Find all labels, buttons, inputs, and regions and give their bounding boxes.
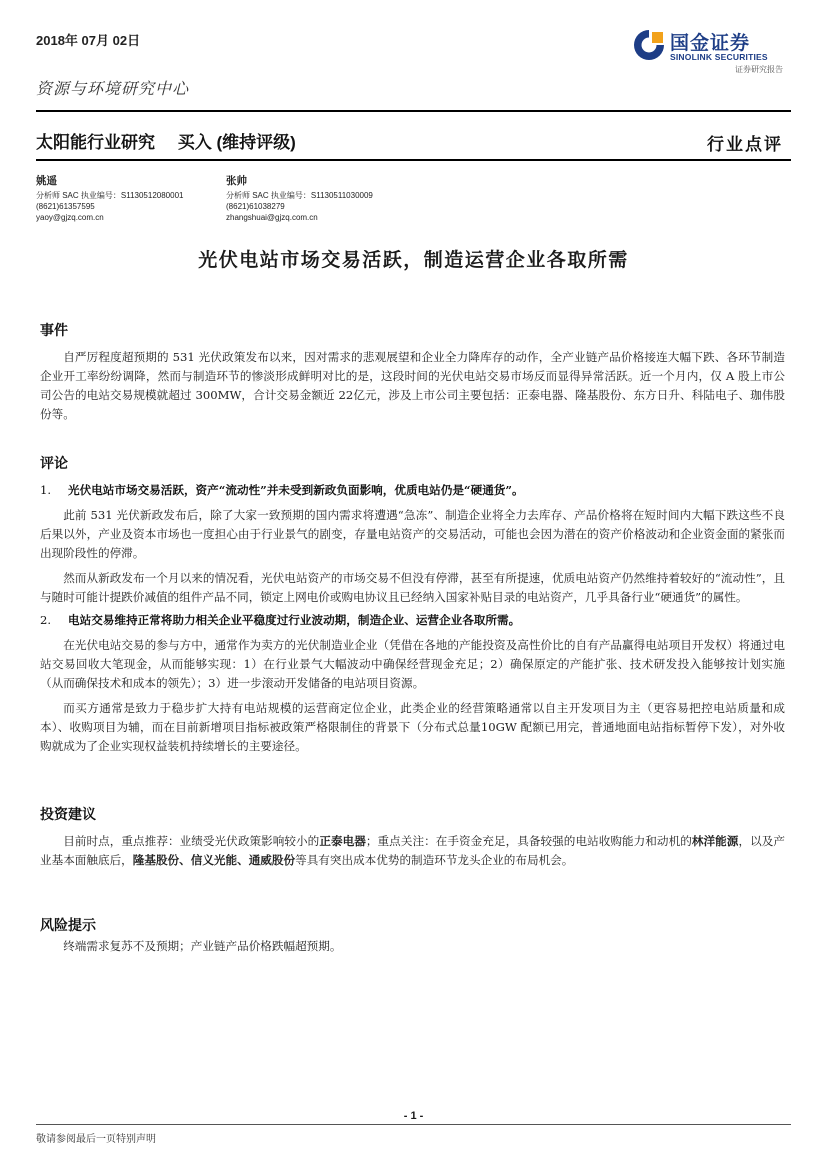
paragraph: 此前 531 光伏新政发布后，除了大家一致预期的国内需求将遭遇“急冻”、制造企业将全力去库存、产品价格将在短时间内大幅下跌这些不良后果以外，产业及资本市场也一度担心由于行业景气的剧变，存量电站资产的交易活动，可能也会因为潜在的资产价格波动和企业资金面的紧张而出现阶段性的停滞。 [40,508,785,560]
advice-text: ；重点关注：在手资金充足，具备较强的电站收购能力和动机的 [365,834,692,848]
point-text: 光伏电站市场交易活跃，资产“流动性”并未受到新政负面影响，优质电站仍是“硬通货”。 [68,483,524,497]
report-type: 行业点评 [707,135,783,155]
logo-en: SINOLINK SECURITIES [670,52,768,62]
author-card [36,176,236,223]
author-phone: (8621)61038279 [226,202,285,211]
author-name: 姚遥 [36,175,57,187]
paragraph: 自严厉程度超预期的 531 光伏政策发布以来，因对需求的悲观展望和企业全力降库存的动作，全产业链产品价格接连大幅下跌、各环节制造企业开工率纷纷调降，然而与制造环节的惨淡形成鲜明对比的是，这段时间的光伏电站交易市场反而显得异常活跃。近一个月内，仅 A 股上市公司公告的电站交易规模就超过 300MW，合计交易金额近 22亿元，涉及上市公司主要包括：正泰电器、隆基股份、东方日升、科陆电子、珈伟股份等。 [40,350,785,421]
section-advice [40,804,785,870]
sinolink-logo-icon [632,28,666,62]
advice-text: ，以及产业基本面触底后， [40,834,785,867]
advice-text: 目前时点，重点推荐：业绩受光伏政策影响较小的 [63,834,320,848]
comment-point-2 [40,611,785,630]
author-license: 分析师 SAC 执业编号：S1130512080001 [36,191,184,200]
logo-cn: 国金证券 [670,33,751,54]
industry-label: 太阳能行业研究 [36,133,155,152]
comment-point-1 [40,481,785,500]
paragraph: 在光伏电站交易的参与方中，通常作为卖方的光伏制造业企业（凭借在各地的产能投资及高性价比的自有产品赢得电站项目开发权）将通过电站交易回收大笔现金，从而能够实现：1）在行业景气大幅波动中确保经营现金充足；2）确保原定的产能扩张、技术研发投入能够按计划实施（从而确保技术和成本的领先）；3）进一步滚动开发储备的电站项目资源。 [40,638,785,690]
author-email[interactable]: yaoy@gjzq.com.cn [36,213,104,222]
section-comment [40,453,785,756]
footer-disclaimer: 敬请参阅最后一页特别声明 [36,1134,156,1145]
paragraph: 然而从新政发布一个月以来的情况看，光伏电站资产的市场交易不但没有停滞，甚至有所提速，优质电站资产仍然维持着较好的“流动性”，且与随时可能计提跌价减值的组件产品不同，锁定上网电价或购电协议且已经纳入国家补贴目录的电站资产，几乎具备行业“硬通货”的属性。 [40,571,785,604]
paragraph: 而买方通常是致力于稳步扩大持有电站规模的运营商定位企业，此类企业的经营策略通常以自主开发项目为主（更容易把控电站质量和成本）、收购项目为辅，而在目前新增项目指标被政策严格限制住的背景下（分布式总量10GW 配额已用完，普通地面电站指标暂停下发），对外收购就成为了企业实现权益装机持续增长的主要途径。 [40,701,785,753]
author-card [226,176,426,223]
author-license: 分析师 SAC 执业编号：S1130511030009 [226,191,373,200]
point-text: 电站交易维持正常将助力相关企业平稳度过行业波动期，制造企业、运营企业各取所需。 [68,613,521,627]
section-event [40,320,785,424]
point-number: 2. [40,613,52,627]
paragraph: 终端需求复苏不及预期；产业链产品价格跌幅超预期。 [63,939,342,953]
footer-rule [36,1124,791,1125]
header-rule-bottom [36,159,791,161]
page-number: - 1 - [403,1110,424,1122]
report-title: 光伏电站市场交易活跃，制造运营企业各取所需 [198,249,629,271]
section-heading: 事件 [40,323,68,339]
section-heading: 投资建议 [40,807,96,823]
section-risk [40,915,785,956]
logo-subtitle: 证券研究报告 [735,65,783,74]
rating-label: 买入 (维持评级) [177,133,296,152]
section-heading: 评论 [40,456,68,472]
section-heading: 风险提示 [40,918,96,934]
report-date: 2018年 07月 02日 [36,33,141,48]
author-name: 张帅 [226,175,247,187]
advice-stock-1: 正泰电器 [319,834,366,848]
research-center: 资源与环境研究中心 [36,79,190,98]
advice-text: 等具有突出成本优势的制造环节龙头企业的布局机会。 [295,853,574,867]
title-bar [36,128,314,153]
advice-stock-3: 隆基股份、信义光能、通威股份 [132,853,296,867]
advice-stock-2: 林洋能源 [691,834,739,848]
header-rule-top [36,110,791,112]
author-phone: (8621)61357595 [36,202,95,211]
paragraph [40,832,785,870]
point-number: 1. [40,483,52,497]
author-email[interactable]: zhangshuai@gjzq.com.cn [226,213,318,222]
